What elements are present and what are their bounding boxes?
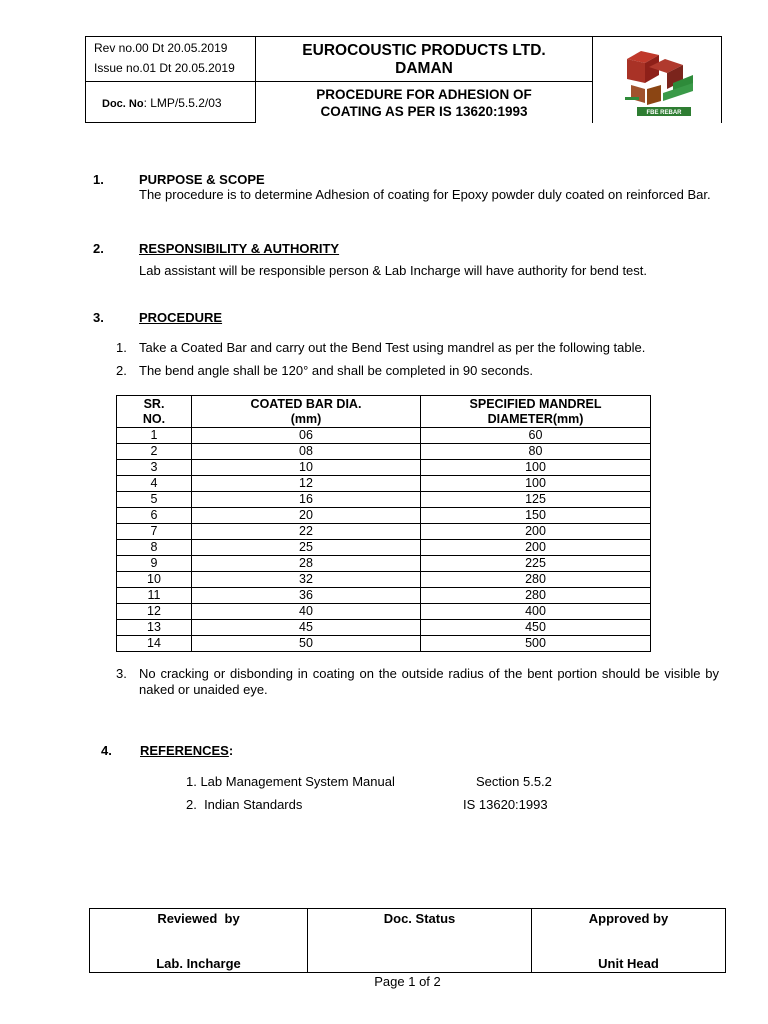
table-row: [117, 572, 651, 588]
step-1-text: Take a Coated Bar and carry out the Bend Test using mandrel as per the following table.: [139, 340, 646, 355]
table-row: [117, 604, 651, 620]
cell-mandrel-dia: 280: [421, 572, 651, 588]
cell-sr-no: 9: [117, 556, 192, 572]
table-row: [117, 524, 651, 540]
company-name: EUROCOUSTIC PRODUCTS LTD.: [302, 42, 546, 59]
cell-mandrel-dia: 200: [421, 540, 651, 556]
cell-sr-no: 5: [117, 492, 192, 508]
table-row: [117, 620, 651, 636]
section-3-title: PROCEDURE: [139, 310, 223, 325]
cell-sr-no: 2: [117, 444, 192, 460]
table-row: [117, 444, 651, 460]
cell-mandrel-dia: 80: [421, 444, 651, 460]
section-4-number: 4.: [101, 743, 112, 758]
logo-text: FBE REBAR: [646, 110, 682, 116]
reference-2-value: IS 13620:1993: [463, 797, 548, 812]
cell-bar-dia: 08: [192, 444, 421, 460]
reviewed-by-label: Reviewed by: [157, 911, 240, 926]
section-3-number: 3.: [93, 310, 104, 325]
section-2-text: Lab assistant will be responsible person & Lab Incharge will have authority for bend test.: [139, 263, 648, 278]
section-4-title: [140, 743, 233, 758]
section-2-title: RESPONSIBILITY & AUTHORITY: [139, 241, 340, 256]
reference-1-label: 1. Lab Management System Manual: [186, 774, 395, 789]
cell-sr-no: 10: [117, 572, 192, 588]
cell-bar-dia: 20: [192, 508, 421, 524]
cell-bar-dia: 45: [192, 620, 421, 636]
approved-cell: [532, 909, 726, 973]
cell-bar-dia: 10: [192, 460, 421, 476]
reference-2-label: 2. Indian Standards: [186, 797, 303, 812]
header-bar-dia: COATED BAR DIA. (mm): [192, 396, 421, 428]
issue-text: Issue no.01 Dt 20.05.2019: [94, 61, 235, 75]
section-4-title-colon: :: [228, 743, 234, 758]
company-cell: [255, 36, 593, 82]
cell-mandrel-dia: 450: [421, 620, 651, 636]
table-row: [117, 556, 651, 572]
table-row: [117, 636, 651, 652]
mandrel-table: [116, 395, 651, 652]
cell-sr-no: 1: [117, 428, 192, 444]
cell-bar-dia: 40: [192, 604, 421, 620]
doc-number-cell: [85, 81, 256, 123]
section-1-text: The procedure is to determine Adhesion of coating for Epoxy powder duly coated on reinforced Bar.: [139, 187, 711, 202]
revision-text: Rev no.00 Dt 20.05.2019: [94, 41, 228, 55]
reference-1-value: Section 5.5.2: [476, 774, 552, 789]
cell-mandrel-dia: 100: [421, 460, 651, 476]
table-row: [117, 508, 651, 524]
table-row: [117, 460, 651, 476]
cell-sr-no: 13: [117, 620, 192, 636]
reviewed-cell: [90, 909, 308, 973]
cell-bar-dia: 12: [192, 476, 421, 492]
cell-sr-no: 4: [117, 476, 192, 492]
cell-mandrel-dia: 280: [421, 588, 651, 604]
cell-mandrel-dia: 400: [421, 604, 651, 620]
table-row: [117, 540, 651, 556]
cell-bar-dia: 06: [192, 428, 421, 444]
cell-mandrel-dia: 125: [421, 492, 651, 508]
step-2-text: The bend angle shall be 120° and shall be completed in 90 seconds.: [139, 363, 534, 378]
cell-mandrel-dia: 150: [421, 508, 651, 524]
document-header: [85, 36, 722, 123]
header-mandrel-dia: SPECIFIED MANDREL DIAMETER(mm): [421, 396, 651, 428]
cell-sr-no: 12: [117, 604, 192, 620]
cell-bar-dia: 50: [192, 636, 421, 652]
step-1-number: 1.: [116, 340, 127, 355]
cell-bar-dia: 22: [192, 524, 421, 540]
procedure-title-line2: COATING AS PER IS 13620:1993: [320, 104, 528, 119]
fbe-rebar-logo: [623, 45, 695, 117]
page-number: Page 1 of 2: [374, 974, 441, 989]
doc-status-label: Doc. Status: [383, 911, 456, 926]
section-1-title: PURPOSE & SCOPE: [139, 172, 265, 187]
cell-bar-dia: 16: [192, 492, 421, 508]
cell-sr-no: 8: [117, 540, 192, 556]
company-location: DAMAN: [395, 60, 453, 77]
approved-role: Unit Head: [598, 956, 659, 971]
cell-bar-dia: 25: [192, 540, 421, 556]
cell-sr-no: 11: [117, 588, 192, 604]
doc-number-value: : LMP/5.5.2/03: [143, 96, 222, 110]
step-3-text: No cracking or disbonding in coating on the outside radius of the bent portion should be visible by naked or unaided eye.: [139, 666, 719, 697]
signature-table: [89, 908, 726, 973]
procedure-title-cell: [255, 81, 593, 123]
header-sr-no: SR. NO.: [117, 396, 192, 428]
cell-mandrel-dia: 225: [421, 556, 651, 572]
table-row: [117, 428, 651, 444]
step-3-number: 3.: [116, 666, 127, 681]
cell-bar-dia: 32: [192, 572, 421, 588]
approved-by-label: Approved by: [588, 911, 669, 926]
cell-mandrel-dia: 60: [421, 428, 651, 444]
table-row: [117, 588, 651, 604]
cell-sr-no: 14: [117, 636, 192, 652]
cell-mandrel-dia: 100: [421, 476, 651, 492]
cell-mandrel-dia: 500: [421, 636, 651, 652]
section-4-title-text: REFERENCES: [140, 743, 229, 758]
cell-mandrel-dia: 200: [421, 524, 651, 540]
step-2-number: 2.: [116, 363, 127, 378]
table-row: [117, 492, 651, 508]
cell-sr-no: 6: [117, 508, 192, 524]
doc-number: [102, 96, 222, 110]
cell-sr-no: 3: [117, 460, 192, 476]
cell-sr-no: 7: [117, 524, 192, 540]
reviewed-role: Lab. Incharge: [156, 956, 241, 971]
section-1-number: 1.: [93, 172, 104, 187]
revision-cell: [85, 36, 256, 82]
table-header-row: [117, 396, 651, 428]
cell-bar-dia: 28: [192, 556, 421, 572]
cell-bar-dia: 36: [192, 588, 421, 604]
procedure-title-line1: PROCEDURE FOR ADHESION OF: [316, 87, 532, 102]
table-row: [117, 476, 651, 492]
doc-number-label: Doc. No: [102, 98, 144, 110]
logo-cell: [592, 36, 722, 123]
doc-status-cell: [308, 909, 532, 973]
section-2-number: 2.: [93, 241, 104, 256]
